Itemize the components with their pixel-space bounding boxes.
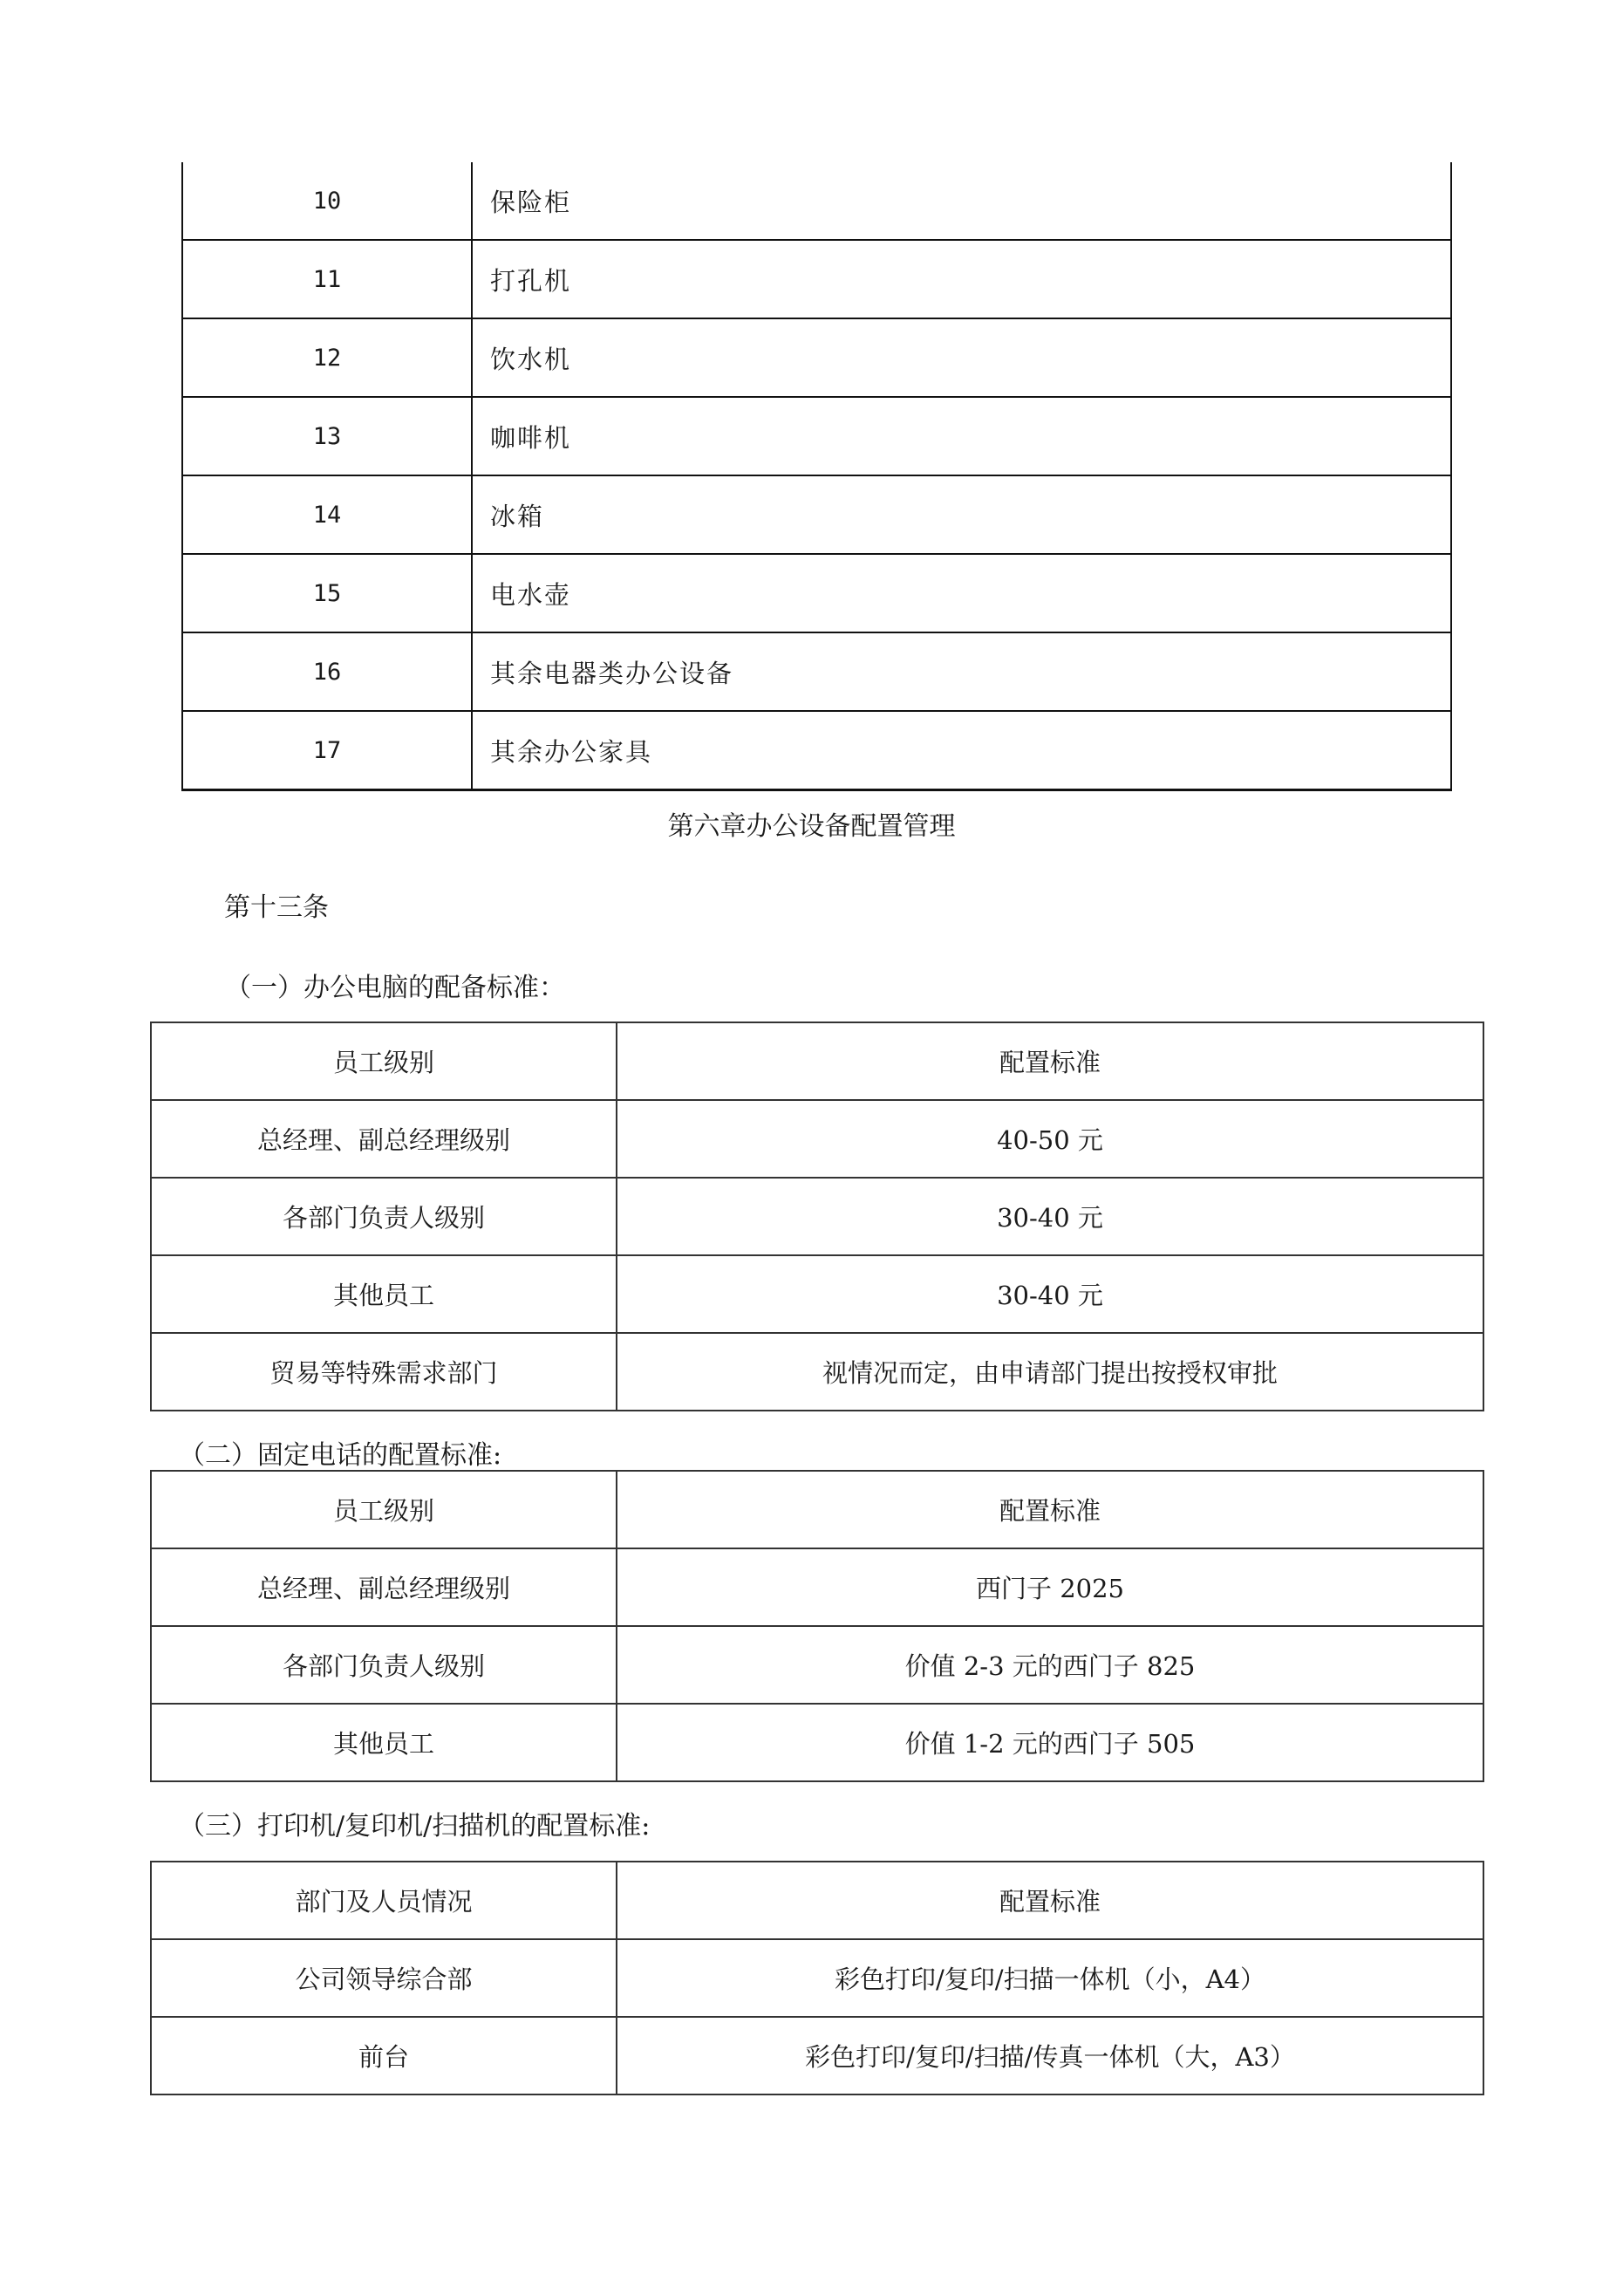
item-name: 电水壶	[472, 554, 1451, 632]
table-row	[151, 1178, 1483, 1255]
employee-level-cell: 各部门负责人级别	[151, 1626, 617, 1704]
table-row	[182, 475, 1451, 554]
standard-cell: 40-50 元	[617, 1100, 1483, 1178]
employee-level-cell: 总经理、副总经理级别	[151, 1100, 617, 1178]
item-number: 11	[182, 240, 472, 318]
table-row	[182, 240, 1451, 318]
table-row	[151, 2017, 1483, 2094]
standard-cell: 30-40 元	[617, 1178, 1483, 1255]
column-header: 配置标准	[617, 1471, 1483, 1548]
employee-level-cell: 其他员工	[151, 1255, 617, 1333]
column-header: 配置标准	[617, 1862, 1483, 1939]
table-header-row	[151, 1022, 1483, 1100]
standard-cell: 西门子 2025	[617, 1548, 1483, 1626]
standard-cell: 彩色打印/复印/扫描一体机（小，A4）	[617, 1939, 1483, 2017]
table-row	[151, 1255, 1483, 1333]
table-header-row	[151, 1471, 1483, 1548]
item-name: 饮水机	[472, 318, 1451, 397]
standard-cell: 价值 2-3 元的西门子 825	[617, 1626, 1483, 1704]
standard-cell: 视情况而定，由申请部门提出按授权审批	[617, 1333, 1483, 1411]
chapter-title: 第六章办公设备配置管理	[667, 811, 956, 842]
item-name: 打孔机	[472, 240, 1451, 318]
item-number: 13	[182, 397, 472, 475]
computer-standard-table	[150, 1022, 1484, 1411]
department-cell: 公司领导综合部	[151, 1939, 617, 2017]
column-header: 部门及人员情况	[151, 1862, 617, 1939]
employee-level-cell: 其他员工	[151, 1704, 617, 1781]
item-name: 其余办公家具	[472, 711, 1451, 790]
item-number: 14	[182, 475, 472, 554]
article-label: 第十三条	[224, 892, 329, 923]
employee-level-cell: 各部门负责人级别	[151, 1178, 617, 1255]
table-row	[182, 632, 1451, 711]
table-row	[182, 162, 1451, 240]
column-header: 员工级别	[151, 1471, 617, 1548]
standard-cell: 30-40 元	[617, 1255, 1483, 1333]
item-number: 12	[182, 318, 472, 397]
item-name: 冰箱	[472, 475, 1451, 554]
table-row	[182, 318, 1451, 397]
column-header: 员工级别	[151, 1022, 617, 1100]
phone-standard-table	[150, 1470, 1484, 1782]
item-number: 10	[182, 162, 472, 240]
table-row	[182, 554, 1451, 632]
printer-standard-table	[150, 1861, 1484, 2095]
column-header: 配置标准	[617, 1022, 1483, 1100]
section-title-computers: （一）办公电脑的配备标准：	[225, 973, 565, 1003]
table-row	[151, 1704, 1483, 1781]
item-name: 咖啡机	[472, 397, 1451, 475]
standard-cell: 彩色打印/复印/扫描/传真一体机（大，A3）	[617, 2017, 1483, 2094]
table-row	[151, 1100, 1483, 1178]
table-row	[151, 1548, 1483, 1626]
employee-level-cell: 总经理、副总经理级别	[151, 1548, 617, 1626]
item-number: 15	[182, 554, 472, 632]
employee-level-cell: 贸易等特殊需求部门	[151, 1333, 617, 1411]
table-row	[182, 711, 1451, 790]
section-title-phones: （二）固定电话的配置标准:	[179, 1440, 502, 1471]
item-number: 17	[182, 711, 472, 790]
table-row	[151, 1939, 1483, 2017]
item-name: 其余电器类办公设备	[472, 632, 1451, 711]
section-title-printers: （三）打印机/复印机/扫描机的配置标准:	[179, 1811, 651, 1842]
table-header-row	[151, 1862, 1483, 1939]
table-row	[151, 1333, 1483, 1411]
equipment-list-table	[181, 162, 1452, 791]
standard-cell: 价值 1-2 元的西门子 505	[617, 1704, 1483, 1781]
table-row	[182, 397, 1451, 475]
table-row	[151, 1626, 1483, 1704]
department-cell: 前台	[151, 2017, 617, 2094]
item-name: 保险柜	[472, 162, 1451, 240]
item-number: 16	[182, 632, 472, 711]
